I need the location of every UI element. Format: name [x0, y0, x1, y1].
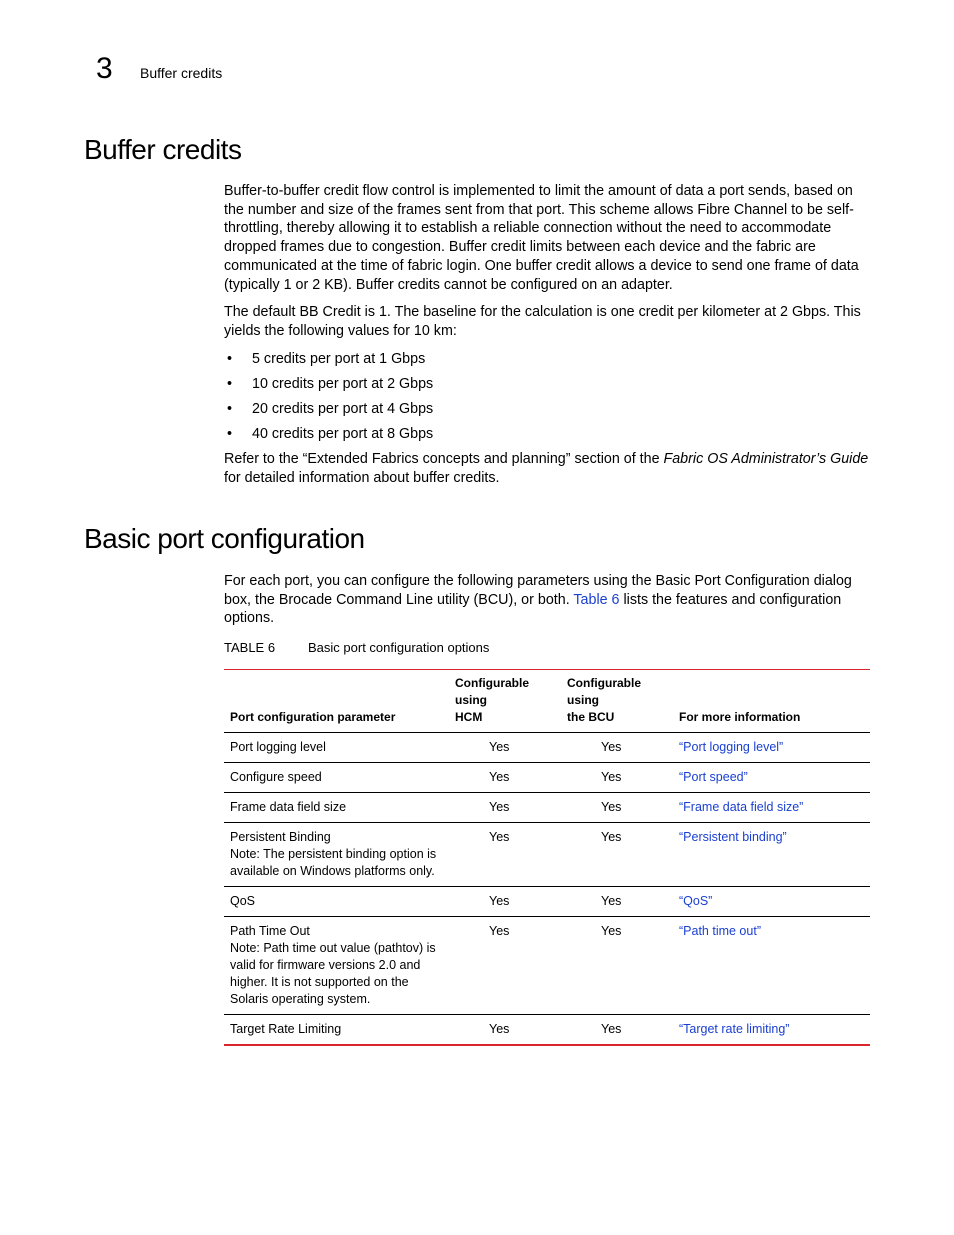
table-row — [224, 823, 870, 887]
intro-ui-term: Basic Port Configuration — [655, 573, 810, 589]
table-row — [224, 1015, 870, 1046]
cell-bcu: Yes — [561, 917, 673, 1015]
cell-hcm: Yes — [449, 887, 561, 917]
section-title-buffer-credits: Buffer credits — [84, 134, 242, 165]
header-hcm-line1: Configurable using — [455, 676, 529, 707]
table-caption-title: Basic port configuration options — [308, 640, 490, 655]
intro-text-start: For each port, you can configure the following parameters using the — [224, 573, 656, 589]
cell-bcu: Yes — [561, 887, 673, 917]
cell-hcm: Yes — [449, 917, 561, 1015]
cell-info — [673, 793, 870, 823]
table-6-link[interactable]: Table 6 — [573, 591, 620, 608]
header-parameter: Port configuration parameter — [224, 670, 449, 733]
info-link[interactable]: “Frame data field size” — [679, 800, 804, 814]
section-title-basic-port-configuration: Basic port configuration — [84, 523, 365, 554]
buffer-credits-reference-paragraph — [224, 450, 872, 487]
info-link[interactable]: “QoS” — [679, 894, 713, 908]
parameter-name: QoS — [230, 894, 256, 908]
cell-parameter — [224, 733, 449, 763]
intro-text-mid: dialog box, the Brocade Command Line utility (BCU), or both. — [224, 573, 852, 608]
cell-parameter — [224, 887, 449, 917]
cell-bcu: Yes — [561, 763, 673, 793]
parameter-note: Note: Path time out value (pathtov) is valid for firmware versions 2.0 and higher. It is not supported on the Solaris operating system. — [230, 941, 436, 1006]
parameter-note: Note: The persistent binding option is available on Windows platforms only. — [230, 847, 437, 878]
table-row — [224, 887, 870, 917]
header-hcm — [449, 670, 561, 733]
list-item-text: 20 credits per port at 4 Gbps — [252, 401, 434, 417]
header-bcu-line1: Configurable using — [567, 676, 641, 707]
parameter-name: Persistent Binding — [230, 830, 331, 844]
list-item — [224, 375, 872, 400]
list-item — [224, 350, 872, 375]
cell-hcm: Yes — [449, 733, 561, 763]
parameter-name: Target Rate Limiting — [230, 1022, 342, 1036]
basic-port-intro-paragraph — [224, 572, 872, 628]
info-link[interactable]: “Port logging level” — [679, 740, 784, 754]
cell-info — [673, 887, 870, 917]
running-header-title: Buffer credits — [140, 65, 223, 81]
info-link[interactable]: “Path time out” — [679, 924, 761, 938]
header-bcu-line2: the BCU — [567, 710, 615, 724]
cell-bcu: Yes — [561, 823, 673, 887]
buffer-credits-bullet-list — [224, 350, 872, 450]
parameter-name: Configure speed — [230, 770, 322, 784]
cell-parameter — [224, 793, 449, 823]
header-bcu — [561, 670, 673, 733]
cell-bcu: Yes — [561, 733, 673, 763]
list-item-text: 5 credits per port at 1 Gbps — [252, 351, 426, 367]
bullet-icon: • — [227, 401, 233, 417]
cell-parameter — [224, 823, 449, 887]
parameter-name: Port logging level — [230, 740, 326, 754]
cell-info — [673, 763, 870, 793]
buffer-credits-paragraph-1: Buffer-to-buffer credit flow control is implemented to limit the amount of data a port sends, based on the number and size of the frames sent from that port. This scheme allows Fibre Channel to be self-throttling, thereby allowing it to establish a reliable connection without the need to accommodate dropped frames due to congestion. Buffer credit limits between each device and the fabric are communicated at the time of fabric login. One buffer credit allows a device to send one frame of data (typically 1 or 2 KB). Buffer credits cannot be configured on an adapter. — [224, 183, 859, 293]
table-caption — [224, 640, 489, 655]
basic-port-configuration-table — [224, 669, 870, 1046]
cell-hcm: Yes — [449, 1015, 561, 1046]
bullet-icon: • — [227, 426, 233, 442]
list-item — [224, 425, 872, 450]
list-item-text: 40 credits per port at 8 Gbps — [252, 426, 434, 442]
cell-parameter — [224, 1015, 449, 1046]
list-item — [224, 400, 872, 425]
chapter-number: 3 — [96, 52, 113, 85]
header-hcm-line2: HCM — [455, 710, 483, 724]
reference-text-start: Refer to the “Extended Fabrics concepts and planning” section of the — [224, 451, 664, 467]
intro-text-end: lists the features and configuration options. — [224, 591, 842, 627]
table-row — [224, 733, 870, 763]
cell-info — [673, 917, 870, 1015]
cell-hcm: Yes — [449, 793, 561, 823]
list-item-text: 10 credits per port at 2 Gbps — [252, 376, 434, 392]
reference-guide-title: Fabric OS Administrator’s Guide — [663, 451, 869, 467]
info-link[interactable]: “Persistent binding” — [679, 830, 787, 844]
cell-bcu: Yes — [561, 1015, 673, 1046]
bullet-icon: • — [227, 351, 233, 367]
cell-parameter — [224, 917, 449, 1015]
cell-bcu: Yes — [561, 793, 673, 823]
bullet-icon: • — [227, 376, 233, 392]
cell-parameter — [224, 763, 449, 793]
buffer-credits-paragraph-2: The default BB Credit is 1. The baseline for the calculation is one credit per kilometer at 2 Gbps. This yields the following values for 10 km: — [224, 304, 861, 339]
info-link[interactable]: “Port speed” — [679, 770, 748, 784]
table-caption-label: TABLE 6 — [224, 640, 276, 655]
table-header-row — [224, 670, 870, 733]
info-link[interactable]: “Target rate limiting” — [679, 1022, 790, 1036]
table-row — [224, 917, 870, 1015]
reference-text-end: for detailed information about buffer credits. — [224, 469, 500, 486]
cell-info — [673, 1015, 870, 1046]
table-row — [224, 793, 870, 823]
cell-info — [673, 733, 870, 763]
header-info: For more information — [673, 670, 870, 733]
table-row — [224, 763, 870, 793]
cell-hcm: Yes — [449, 823, 561, 887]
parameter-name: Path Time Out — [230, 924, 310, 938]
cell-hcm: Yes — [449, 763, 561, 793]
parameter-name: Frame data field size — [230, 800, 347, 814]
cell-info — [673, 823, 870, 887]
